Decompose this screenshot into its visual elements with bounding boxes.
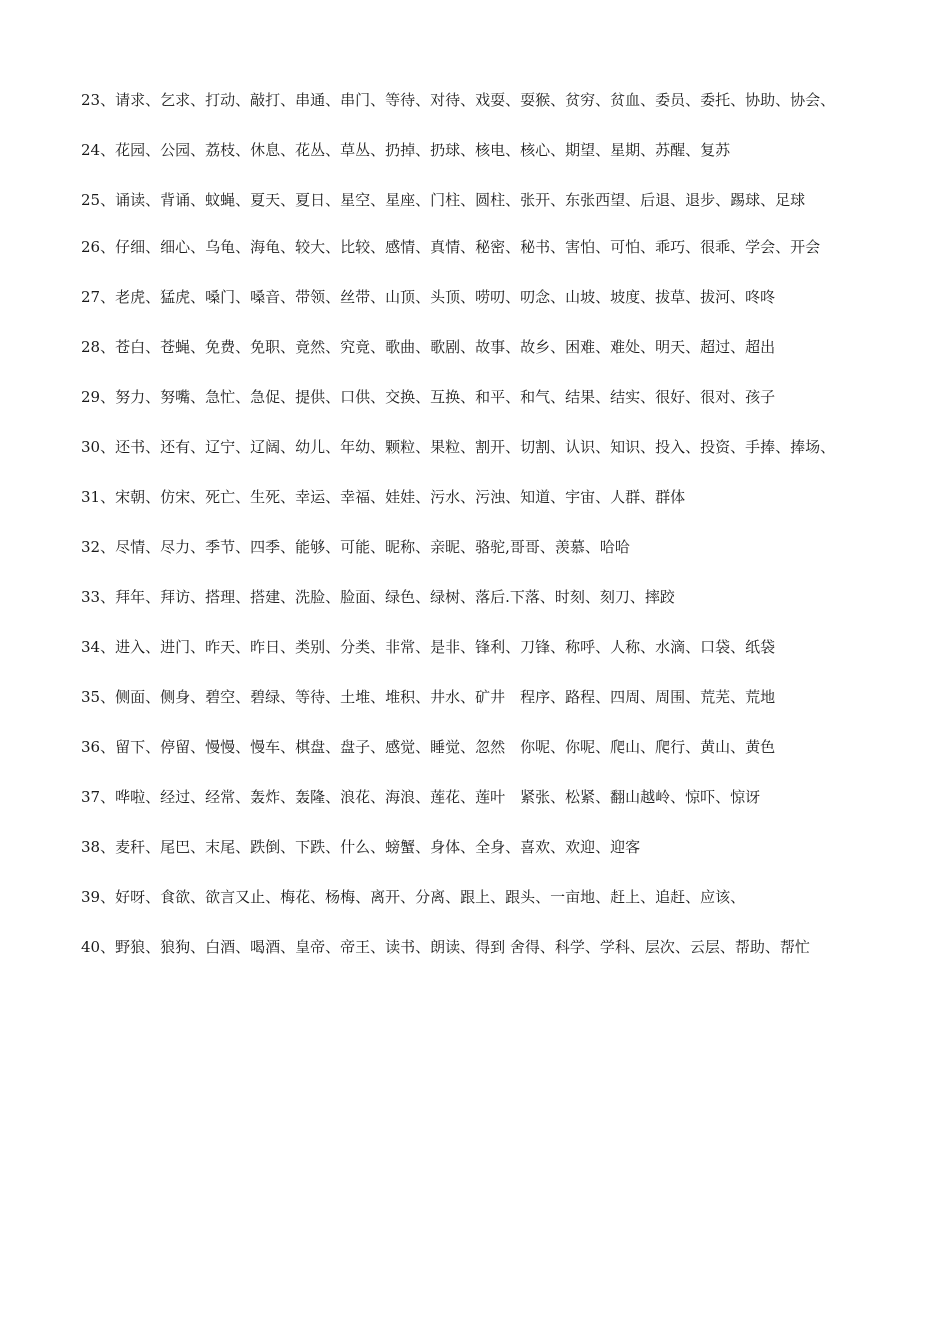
vocab-line-24 (81, 138, 881, 162)
line-number: 25、 (81, 191, 116, 209)
vocab-line-30 (81, 435, 881, 459)
line-number: 40、 (81, 938, 116, 956)
vocab-line-37 (81, 785, 881, 809)
line-words: 努力、努嘴、急忙、急促、提供、口供、交换、互换、和平、和气、结果、结实、很好、很对、孩子 (115, 388, 776, 406)
line-words: 宋朝、仿宋、死亡、生死、幸运、幸福、娃娃、污水、污浊、知道、宇宙、人群、群体 (115, 488, 686, 506)
line-number: 30、 (81, 438, 116, 456)
line-words: 拜年、拜访、搭理、搭建、洗脸、脸面、绿色、绿树、落后.下落、时刻、刻刀、摔跤 (115, 588, 675, 606)
line-number: 24、 (81, 141, 116, 159)
line-number: 28、 (81, 338, 116, 356)
vocab-line-36 (81, 735, 881, 759)
line-number: 26、 (81, 238, 116, 256)
line-number: 38、 (81, 838, 116, 856)
line-number: 36、 (81, 738, 116, 756)
line-words: 哗啦、经过、经常、轰炸、轰隆、浪花、海浪、莲花、莲叶 紧张、松紧、翻山越岭、惊吓、惊讶 (115, 788, 761, 806)
line-number: 35、 (81, 688, 116, 706)
line-number: 23、 (81, 91, 116, 109)
vocab-line-32 (81, 535, 881, 559)
vocab-line-26 (81, 235, 881, 259)
line-words: 好呀、食欲、欲言又止、梅花、杨梅、离开、分离、跟上、跟头、一亩地、赶上、追赶、应该、 (115, 888, 746, 906)
line-number: 37、 (81, 788, 116, 806)
line-words: 野狼、狼狗、白酒、喝酒、皇帝、帝王、读书、朗读、得到 舍得、科学、学科、层次、云层、帮助、帮忙 (115, 938, 810, 956)
line-words: 仔细、细心、乌龟、海龟、较大、比较、感情、真情、秘密、秘书、害怕、可怕、乖巧、很乖、学会、开会 (115, 238, 821, 256)
line-words: 苍白、苍蝇、免费、免职、竟然、究竟、歌曲、歌剧、故事、故乡、困难、难处、明天、超过、超出 (115, 338, 776, 356)
vocab-line-34 (81, 635, 881, 659)
line-number: 34、 (81, 638, 116, 656)
vocab-line-33 (81, 585, 881, 609)
line-number: 31、 (81, 488, 116, 506)
vocab-line-28 (81, 335, 881, 359)
line-words: 花园、公园、荔枝、休息、花丛、草丛、扔掉、扔球、核电、核心、期望、星期、苏醒、复苏 (115, 141, 731, 159)
line-number: 39、 (81, 888, 116, 906)
line-words: 进入、进门、昨天、昨日、类别、分类、非常、是非、锋利、刀锋、称呼、人称、水滴、口袋、纸袋 (115, 638, 776, 656)
line-words: 侧面、侧身、碧空、碧绿、等待、土堆、堆积、井水、矿井 程序、路程、四周、周围、荒芜、荒地 (115, 688, 776, 706)
line-number: 29、 (81, 388, 116, 406)
vocab-line-29 (81, 385, 881, 409)
vocab-line-23 (81, 88, 881, 112)
line-words: 请求、乞求、打动、敲打、串通、串门、等待、对待、戏耍、耍猴、贫穷、贫血、委员、委托、协助、协会、 (115, 91, 836, 109)
line-number: 27、 (81, 288, 116, 306)
line-words: 尽情、尽力、季节、四季、能够、可能、昵称、亲昵、骆驼,哥哥、羡慕、哈哈 (115, 538, 630, 556)
vocab-line-35 (81, 685, 881, 709)
vocabulary-list (81, 88, 881, 985)
vocab-line-38 (81, 835, 881, 859)
line-words: 老虎、猛虎、嗓门、嗓音、带领、丝带、山顶、头顶、唠叨、叨念、山坡、坡度、拔草、拔河、咚咚 (115, 288, 776, 306)
line-words: 还书、还有、辽宁、辽阔、幼儿、年幼、颗粒、果粒、割开、切割、认识、知识、投入、投资、手捧、捧场、 (115, 438, 836, 456)
line-words: 麦秆、尾巴、末尾、跌倒、下跌、什么、螃蟹、身体、全身、喜欢、欢迎、迎客 (115, 838, 641, 856)
line-number: 32、 (81, 538, 116, 556)
line-words: 诵读、背诵、蚊蝇、夏天、夏日、星空、星座、门柱、圆柱、张开、东张西望、后退、退步、踢球、足球 (115, 191, 806, 209)
line-number: 33、 (81, 588, 116, 606)
vocab-line-31 (81, 485, 881, 509)
vocab-line-25 (81, 188, 881, 212)
line-words: 留下、停留、慢慢、慢车、棋盘、盘子、感觉、睡觉、忽然 你呢、你呢、爬山、爬行、黄山、黄色 (115, 738, 776, 756)
vocab-line-40 (81, 935, 881, 959)
vocab-line-27 (81, 285, 881, 309)
vocab-line-39 (81, 885, 881, 909)
